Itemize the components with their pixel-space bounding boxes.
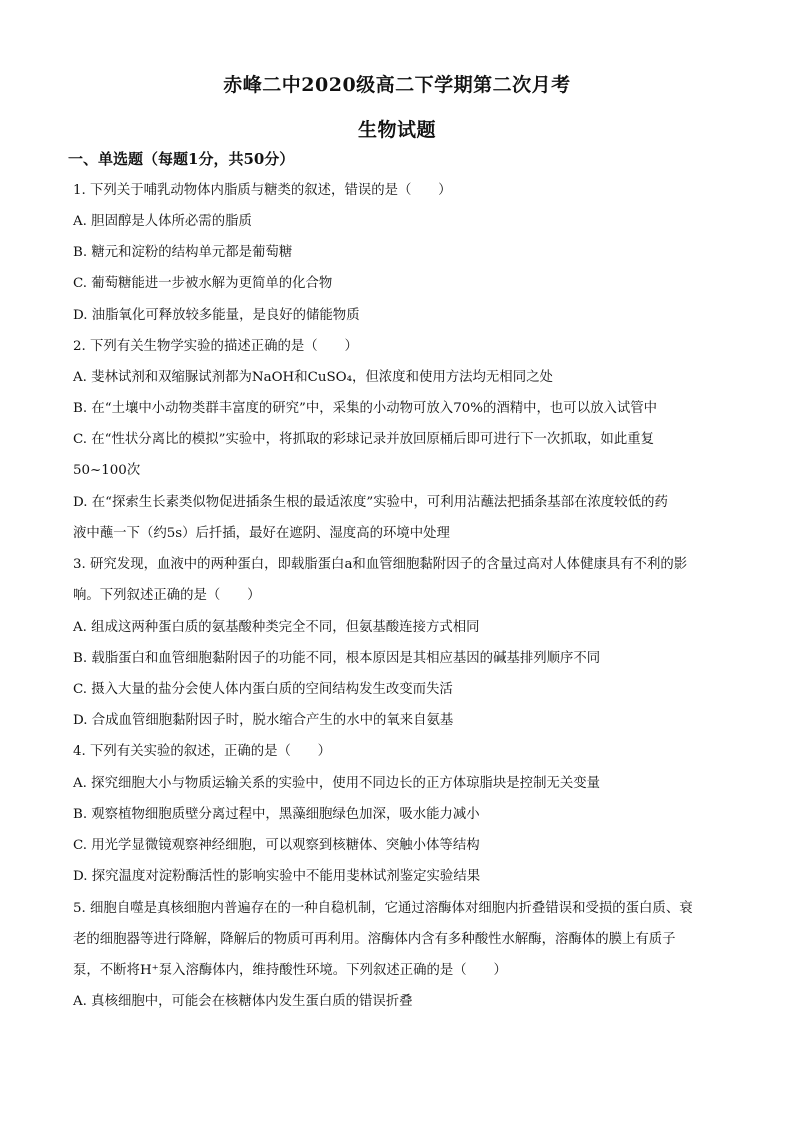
question-2-option-d: D. 在“探索生长素类似物促进插条生根的最适浓度”实验中，可利用沾蘸法把插条基部在浓度较低的药	[73, 495, 668, 510]
question-4-stem: 4. 下列有关实验的叙述，正确的是（ ）	[73, 744, 332, 759]
question-4-option-d: D. 探究温度对淀粉酶活性的影响实验中不能用斐林试剂鉴定实验结果	[73, 869, 481, 884]
question-5-stem-cont-2: 泵，不断将H⁺泵入溶酶体内，维持酸性环境。下列叙述正确的是（ ）	[73, 963, 507, 978]
question-2-option-a: A. 斐林试剂和双缩脲试剂都为NaOH和CuSO₄，但浓度和使用方法均无相同之处	[73, 370, 553, 385]
question-1-option-d: D. 油脂氧化可释放较多能量，是良好的储能物质	[73, 308, 360, 323]
section-heading: 一、单选题（每题1分，共50分）	[68, 150, 295, 168]
question-2-option-b: B. 在“土壤中小动物类群丰富度的研究”中，采集的小动物可放入70%的酒精中，也可以放入试管中	[73, 401, 658, 416]
question-5-stem-cont-1: 老的细胞器等进行降解，降解后的物质可再利用。溶酶体内含有多种酸性水解酶，溶酶体的膜上有质子	[73, 932, 676, 947]
question-2-option-c-cont: 50~100次	[73, 463, 141, 478]
question-4-option-a: A. 探究细胞大小与物质运输关系的实验中，使用不同边长的正方体琼脂块是控制无关变量	[73, 776, 601, 791]
question-3-option-c: C. 摄入大量的盐分会使人体内蛋白质的空间结构发生改变而失活	[73, 682, 453, 697]
question-3-option-d: D. 合成血管细胞黏附因子时，脱水缩合产生的水中的氧来自氨基	[73, 713, 454, 728]
question-5-option-a: A. 真核细胞中，可能会在核糖体内发生蛋白质的错误折叠	[73, 994, 413, 1009]
question-5-stem: 5. 细胞自噬是真核细胞内普遍存在的一种自稳机制，它通过溶酶体对细胞内折叠错误和受损的蛋白质、衰	[73, 901, 693, 916]
exam-title: 赤峰二中2020级高二下学期第二次月考	[223, 74, 571, 96]
question-3-option-b: B. 载脂蛋白和血管细胞黏附因子的功能不同，根本原因是其相应基因的碱基排列顺序不同	[73, 651, 601, 666]
question-1-option-b: B. 糖元和淀粉的结构单元都是葡萄糖	[73, 245, 293, 260]
question-2-option-d-cont: 液中蘸一下（约5s）后扦插，最好在遮阴、湿度高的环境中处理	[73, 526, 450, 541]
question-3-option-a: A. 组成这两种蛋白质的氨基酸种类完全不同，但氨基酸连接方式相同	[73, 620, 480, 635]
question-2-stem: 2. 下列有关生物学实验的描述正确的是（ ）	[73, 339, 358, 354]
question-3-stem-cont: 响。下列叙述正确的是（ ）	[73, 588, 261, 603]
question-2-option-c: C. 在“性状分离比的模拟”实验中，将抓取的彩球记录并放回原桶后即可进行下一次抓取，如此重复	[73, 432, 654, 447]
question-4-option-b: B. 观察植物细胞质壁分离过程中，黑藻细胞绿色加深，吸水能力减小	[73, 807, 480, 822]
question-1-stem: 1. 下列关于哺乳动物体内脂质与糖类的叙述，错误的是（ ）	[73, 183, 452, 198]
question-1-option-c: C. 葡萄糖能进一步被水解为更简单的化合物	[73, 276, 333, 291]
question-3-stem: 3. 研究发现，血液中的两种蛋白，即载脂蛋白a和血管细胞黏附因子的含量过高对人体健康具有不利的影	[73, 557, 688, 572]
question-1-option-a: A. 胆固醇是人体所必需的脂质	[73, 214, 252, 229]
question-4-option-c: C. 用光学显微镜观察神经细胞，可以观察到核糖体、突触小体等结构	[73, 838, 480, 853]
exam-subtitle: 生物试题	[357, 119, 436, 141]
